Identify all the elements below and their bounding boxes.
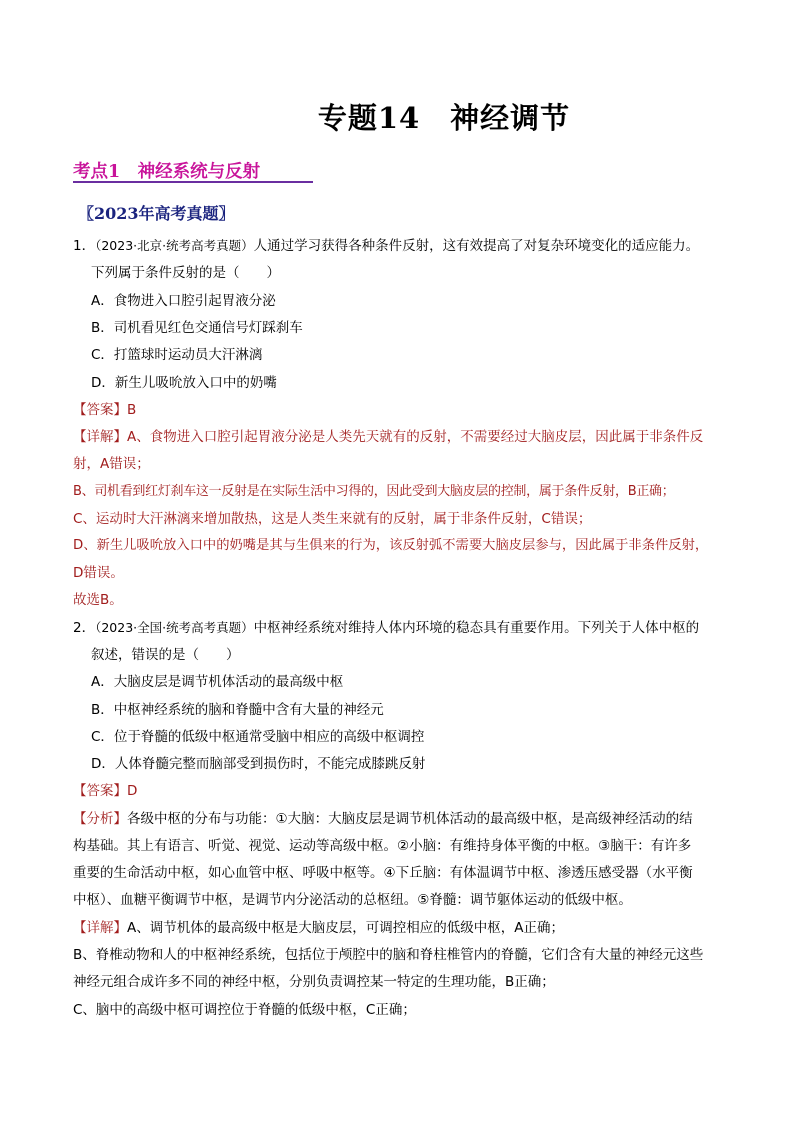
question-2-analysis-line: 重要的生命活动中枢，如心血管中枢、呼吸中枢等。④下丘脑：有体温调节中枢、渗透压感受器（水平衡: [73, 865, 693, 881]
question-1-option-d: D．新生儿吸吮放入口中的奶嘴: [91, 375, 277, 391]
question-2-detail-line: B、脊椎动物和人的中枢神经系统，包括位于颅腔中的脑和脊柱椎管内的脊髓，它们含有大量的神经元这些: [73, 947, 704, 963]
question-1-conclusion: 故选B。: [73, 592, 123, 608]
question-1-answer: 【答案】B: [73, 402, 137, 418]
question-2-option-a: A．大脑皮层是调节机体活动的最高级中枢: [91, 674, 344, 690]
question-2-answer: 【答案】D: [73, 783, 138, 799]
question-2-analysis-line: 构基础。其上有语言、听觉、视觉、运动等高级中枢。②小脑：有维持身体平衡的中枢。③脑干：有许多: [73, 838, 692, 854]
topic-underline: [73, 181, 313, 183]
question-1-option-b: B．司机看见红色交通信号灯踩刹车: [91, 320, 303, 336]
question-1-detail-line: 射，A错误；: [73, 456, 150, 472]
question-2-detail: 【详解】A、调节机体的最高级中枢是大脑皮层，可调控相应的低级中枢，A正确；: [73, 920, 564, 936]
question-2-analysis-line: 中枢）、血糖平衡调节中枢，是调节内分泌活动的总枢纽。⑤脊髓：调节躯体运动的低级中枢。: [73, 892, 632, 908]
question-1-detail-line: B、司机看到红灯刹车这一反射是在实际生活中习得的，因此受到大脑皮层的控制，属于条件反射，B正确；: [73, 484, 675, 499]
question-1-detail: 【详解】A、食物进入口腔引起胃液分泌是人类先天就有的反射，不需要经过大脑皮层，因此属于非条件反: [73, 429, 704, 445]
question-2-stem-cont: 叙述，错误的是（ ）: [91, 647, 240, 663]
topic-heading: 考点1 神经系统与反射: [73, 162, 261, 182]
question-2-analysis: 【分析】各级中枢的分布与功能：①大脑：大脑皮层是调节机体活动的最高级中枢，是高级神经活动的结: [73, 811, 693, 827]
question-2-option-c: C．位于脊髓的低级中枢通常受脑中相应的高级中枢调控: [91, 729, 425, 745]
question-2-stem: 2．（2023·全国·统考高考真题）中枢神经系统对维持人体内环境的稳态具有重要作用。下列关于人体中枢的: [73, 620, 700, 636]
question-1-detail-line: D、新生儿吸吮放入口中的奶嘴是其与生俱来的行为，该反射弧不需要大脑皮层参与，因此属于非条件反射，: [73, 538, 709, 553]
section-heading: 〖2023年高考真题〗: [78, 204, 235, 223]
question-1-option-c: C．打篮球时运动员大汗淋漓: [91, 347, 263, 363]
question-2-option-b: B．中枢神经系统的脑和脊髓中含有大量的神经元: [91, 702, 384, 718]
question-1-stem-cont: 下列属于条件反射的是（ ）: [91, 265, 280, 281]
question-2-option-d: D．人体脊髓完整而脑部受到损伤时，不能完成膝跳反射: [91, 756, 426, 772]
question-1-detail-line: D错误。: [73, 565, 124, 581]
question-2-detail-line: C、脑中的高级中枢可调控位于脊髓的低级中枢，C正确；: [73, 1002, 416, 1018]
page-title: 专题14 神经调节: [317, 101, 571, 135]
question-2-detail-line: 神经元组合成许多不同的神经中枢，分别负责调控某一特定的生理功能，B正确；: [73, 974, 555, 990]
question-1-detail-line: C、运动时大汗淋漓来增加散热，这是人类生来就有的反射，属于非条件反射，C错误；: [73, 511, 592, 527]
question-1-stem: 1．（2023·北京·统考高考真题）人通过学习获得各种条件反射，这有效提高了对复杂环境变化的适应能力。: [73, 238, 700, 254]
question-1-option-a: A．食物进入口腔引起胃液分泌: [91, 293, 276, 309]
